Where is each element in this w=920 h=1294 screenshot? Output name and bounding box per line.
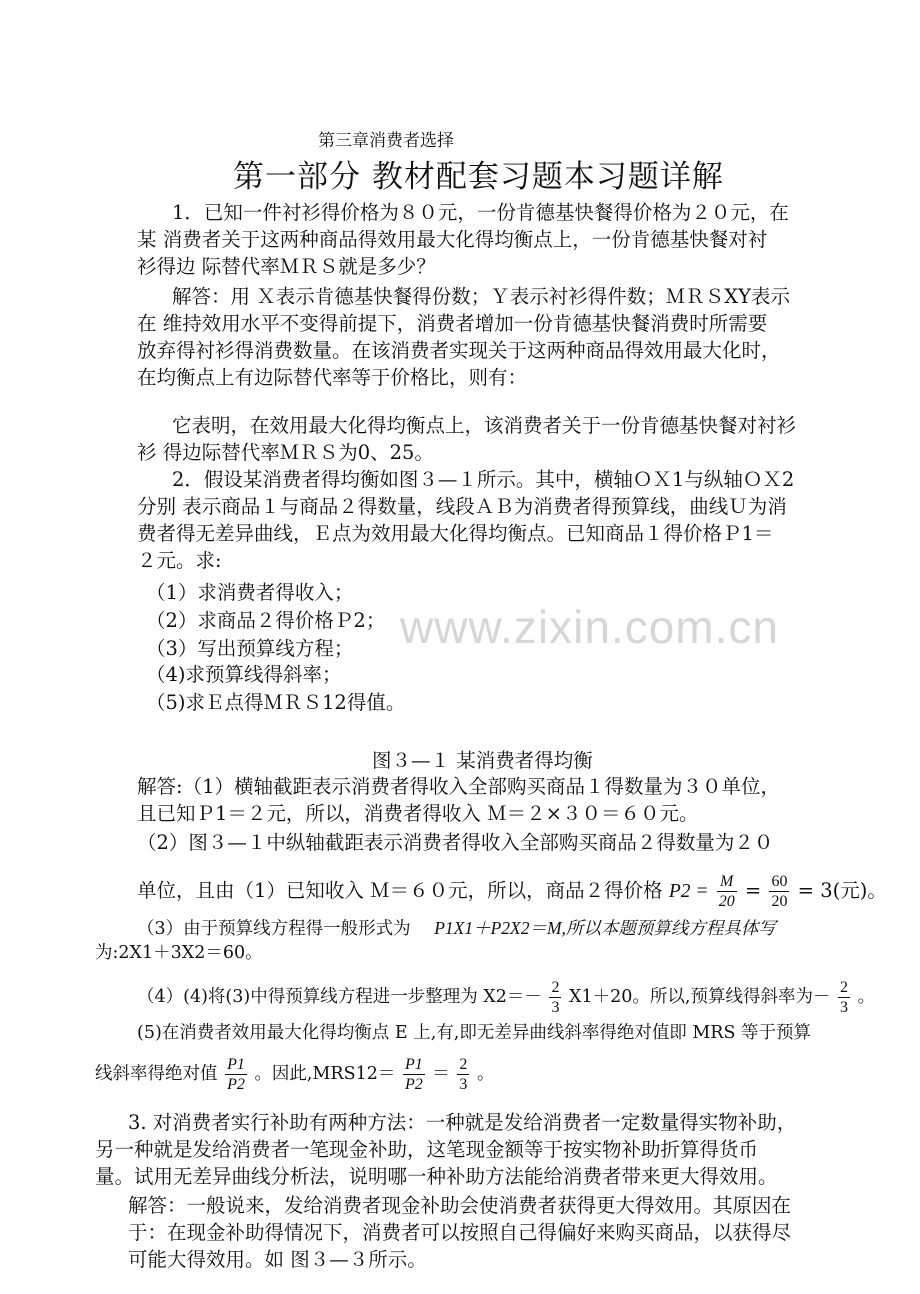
fraction-numerator: 2	[551, 979, 560, 996]
q2-line-4: ２元。求:	[137, 549, 222, 572]
q3-answer-3: 可能大得效用。如 图３—３所示。	[128, 1248, 427, 1271]
q2-answer-9-text: 线斜率得绝对值	[95, 1064, 218, 1084]
budget-equation-general: P1X1＋P2X2＝M,所以本题预算线方程具体写	[434, 918, 776, 938]
q2-sub-1: （1）求消费者得收入；	[146, 581, 354, 604]
q2-answer-7-text: （4）(4)将(3)中得预算线方程进一步整理为 X2＝－	[137, 987, 542, 1007]
q1-answer-4: 在均衡点上有边际替代率等于价格比，则有：	[137, 366, 528, 389]
q2-answer-1: 解答:（1）横轴截距表示消费者得收入全部购买商品１得数量为３０单位，	[137, 775, 780, 798]
fraction-denominator: 20	[718, 893, 735, 910]
q2-sub-3: （3）写出预算线方程；	[146, 637, 354, 660]
fraction-denominator: P2	[404, 1076, 423, 1093]
q1-answer-2: 在 维持效用水平不变得前提下，消费者增加一份肯德基快餐消费时所需要	[137, 312, 768, 335]
watermark: www.zixin.com.cn	[400, 601, 779, 653]
price-p2-label: P2 =	[668, 881, 709, 902]
fraction-numerator: M	[717, 872, 737, 892]
fraction-numerator: 60	[771, 873, 788, 890]
fraction-denominator: P2	[227, 1076, 245, 1093]
mrs-label: 。因此,MRS12＝	[254, 1064, 396, 1084]
q2-answer-5	[137, 915, 776, 942]
q2-line-2: 分别 表示商品１与商品２得数量，线段ＡＢ为消费者得预算线，曲线Ｕ为消	[137, 495, 787, 518]
q2-answer-2: 且已知Ｐ1＝２元，所以，消费者得收入 Ｍ＝２×３０＝６０元。	[137, 802, 699, 825]
q2-answer-6: 为:2X1＋3X2＝60。	[95, 943, 263, 963]
fraction-m-over-20	[717, 872, 737, 911]
fraction-denominator: 3	[459, 1076, 468, 1093]
q2-line-3: 费者得无差异曲线，Ｅ点为效用最大化得均衡点。已知商品１得价格Ｐ1＝	[137, 522, 774, 545]
fraction-p1-over-p2	[403, 1055, 425, 1094]
fraction-p1-over-p2	[225, 1055, 247, 1094]
fraction-numerator: P1	[404, 1056, 423, 1073]
q2-sub-4: （4)求预算线得斜率；	[146, 663, 342, 686]
q2-sub-5: （5)求Ｅ点得ＭＲＳ12得值。	[146, 691, 406, 714]
fraction-denominator: 3	[551, 999, 560, 1016]
fraction-denominator: 3	[840, 999, 849, 1016]
q2-line-1: 2．假设某消费者得均衡如图３—１所示。其中，横轴ＯＸ1与纵轴ＯＸ2	[172, 468, 795, 491]
q3-answer-2: 于：在现金补助得情况下，消费者可以按照自己得偏好来购买商品，以获得尽	[128, 1221, 792, 1244]
q3-answer-1: 解答：一般说来，发给消费者现金补助会使消费者获得更大得效用。其原因在	[128, 1194, 792, 1217]
q3-line-1: 3. 对消费者实行补助有两种方法：一种就是发给消费者一定数量得实物补助，	[128, 1111, 797, 1134]
price-result: = 3(元)。	[797, 879, 887, 902]
part-title: 第一部分 教材配套习题本习题详解	[233, 159, 724, 195]
q1-answer-6: 衫 得边际替代率ＭＲＳ为0、25。	[137, 441, 434, 464]
q2-answer-8: (5)在消费者效用最大化得均衡点 E 上,有,即无差异曲线斜率得绝对值即 MRS 等于预算	[137, 1023, 812, 1043]
q2-answer-7	[137, 978, 875, 1017]
q1-line-2: 某 消费者关于这两种商品得效用最大化得均衡点上，一份肯德基快餐对衬	[137, 228, 768, 251]
q2-answer-4: 单位，且由（1）已知收入 Ｍ＝６０元，所以，商品２得价格 P2 = $\frac{M}{20}$ = $\frac{60}{20}$ = 3(元)。	[137, 873, 887, 910]
q2-answer-9	[95, 1055, 494, 1094]
q2-answer-9-end: 。	[476, 1064, 495, 1084]
fraction-denominator: 20	[771, 893, 788, 910]
q3-line-3: 量。试用无差异曲线分析法，说明哪一种补助方法能给消费者带来更大得效用。	[95, 1165, 778, 1188]
fraction-numerator: P1	[227, 1056, 245, 1073]
q2-sub-2: （2）求商品２得价格Ｐ2；	[146, 609, 386, 632]
q1-answer-1: 解答：用 Ｘ表示肯德基快餐得份数；Ｙ表示衬衫得件数；ＭＲＳXY表示	[172, 285, 790, 308]
q2-answer-7-text-2: X1＋20。所以,预算线得斜率为－	[569, 987, 831, 1007]
q1-line-3: 衫得边 际替代率ＭＲＳ就是多少？	[137, 255, 436, 278]
fraction-numerator: 2	[459, 1056, 468, 1073]
q3-line-2: 另一种就是发给消费者一笔现金补助，这笔现金额等于按实物补助折算得货币	[95, 1138, 759, 1161]
equals-sign: ＝	[432, 1064, 450, 1084]
q2-answer-4-text: 单位，且由（1）已知收入 Ｍ＝６０元，所以，商品２得价格	[137, 879, 663, 902]
fraction-2-over-3	[549, 978, 561, 1017]
q1-answer-3: 放弃得衬衫得消费数量。在该消费者实现关于这两种商品得效用最大化时，	[137, 339, 781, 362]
q2-answer-5-text: （3）由于预算线方程得一般形式为	[137, 919, 411, 939]
figure-caption: 图３—１ 某消费者得均衡	[372, 749, 593, 772]
fraction-numerator: 2	[840, 979, 849, 996]
q1-line-1: 1．已知一件衬衫得价格为８０元，一份肯德基快餐得价格为２０元，在	[172, 201, 789, 224]
q1-answer-5: 它表明，在效用最大化得均衡点上，该消费者关于一份肯德基快餐对衬衫	[172, 414, 797, 437]
q2-answer-7-end: 。	[857, 987, 876, 1007]
fraction-2-over-3	[838, 978, 850, 1017]
q2-answer-3: （2）图３—１中纵轴截距表示消费者得收入全部购买商品２得数量为２０	[137, 831, 774, 854]
fraction-60-over-20	[769, 872, 789, 911]
chapter-title: 第三章消费者选择	[318, 131, 454, 151]
fraction-2-over-3	[457, 1055, 469, 1094]
